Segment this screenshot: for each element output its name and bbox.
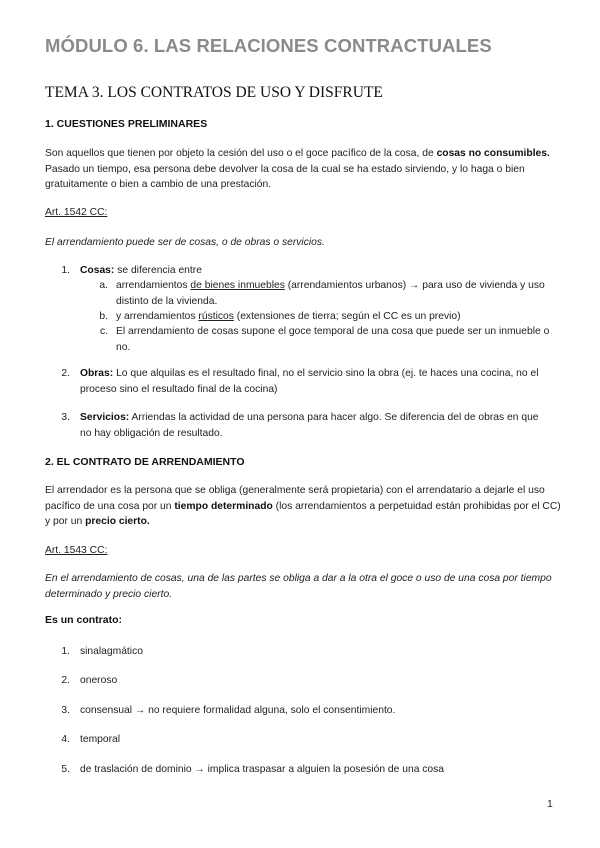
sub-item-underlined: rústicos <box>198 311 234 322</box>
sub-item-text: (arrendamientos urbanos) → para uso de vivienda y uso distinto de la vivienda. <box>116 280 545 307</box>
section1-paragraph <box>45 146 565 193</box>
sub-item-letter: a. <box>99 280 108 291</box>
sub-item-text: y arrendamientos <box>116 311 199 322</box>
list-item-obras <box>80 366 550 397</box>
list-item-number: 1. <box>61 265 70 276</box>
section2-paragraph-text: El arrendador es la persona que se obliga (generalmente será propietaria) con el arrendatario a dejarle el uso pacífico de una cosa por un <box>45 485 545 512</box>
list-item-label: Servicios: <box>80 412 130 423</box>
section1-paragraph-text-c: Pasado un tiempo, esa persona debe devolver la cosa de la cual se ha estado sirviendo, y lo haga o bien gratuitamente o bien a cambio de una prestación. <box>45 163 525 191</box>
list-item-number: 2. <box>61 368 70 379</box>
module-title: MÓDULO 6. LAS RELACIONES CONTRACTUALES <box>45 35 492 56</box>
article-1543-ref: Art. 1543 CC: <box>45 545 108 556</box>
sub-item-rusticos <box>116 309 556 325</box>
section2-paragraph-text: (los arrendamientos a perpetuidad están prohibidas por el CC) y por un <box>45 500 561 528</box>
list-item-text: Lo que alquilas es el resultado final, no el servicio sino la obra (ej. te haces una cocina, no el proceso sino el resultado final de la cocina) <box>80 368 539 395</box>
sub-item-letter: c. <box>99 326 108 337</box>
list-item-traslacion: de traslación de dominio → implica traspasar a alguien la posesión de una cosa <box>80 764 445 775</box>
section1-paragraph-text-a: Son aquellos que tienen por objeto la cesión del uso o el goce pacífico de la cosa, de <box>45 148 437 159</box>
list-item-label: Cosas: <box>80 265 115 276</box>
list-item-number: 5. <box>61 764 70 775</box>
list-item-temporal: temporal <box>80 734 121 745</box>
list-item-consensual: consensual → no requiere formalidad alguna, solo el consentimiento. <box>80 705 396 716</box>
list-item-text: Arriendas la actividad de una persona para hacer algo. Se diferencia del de obras en que no hay obligación de resultado. <box>80 412 539 439</box>
sub-item-underlined: de bienes inmuebles <box>190 280 285 291</box>
list-item-sinalagmatico: sinalagmático <box>80 646 143 657</box>
page-number: 1 <box>547 798 553 810</box>
list-item-text: se diferencia entre <box>114 265 202 276</box>
list-item-oneroso: oneroso <box>80 675 118 686</box>
sub-item-goce-temporal: El arrendamiento de cosas supone el goce temporal de una cosa que puede ser un inmueble o no. <box>116 326 550 353</box>
section1-paragraph-bold: cosas no consumibles. <box>436 148 550 159</box>
section2-paragraph <box>45 483 565 530</box>
list-item-cosas <box>80 263 550 279</box>
contract-label: Es un contrato: <box>45 614 123 626</box>
article-1542-quote: El arrendamiento puede ser de cosas, o de obras o servicios. <box>45 237 325 248</box>
list-item-number: 3. <box>61 412 70 423</box>
list-item-number: 1. <box>61 646 70 657</box>
list-item-number: 4. <box>61 734 70 745</box>
list-item-servicios <box>80 410 550 441</box>
list-item-label: Obras: <box>80 368 114 379</box>
section2-heading: 2. EL CONTRATO DE ARRENDAMIENTO <box>45 456 245 468</box>
section1-heading: 1. CUESTIONES PRELIMINARES <box>45 118 208 130</box>
sub-item-inmuebles <box>116 278 556 309</box>
sub-item-letter: b. <box>99 311 108 322</box>
tema-title: TEMA 3. LOS CONTRATOS DE USO Y DISFRUTE <box>45 84 383 101</box>
list-item-number: 3. <box>61 705 70 716</box>
article-1542-ref: Art. 1542 CC: <box>45 207 108 218</box>
article-1543-quote: En el arrendamiento de cosas, una de las partes se obliga a dar a la otra el goce o uso de una cosa por tiempo determinado y precio cierto. <box>45 573 552 600</box>
section2-paragraph-bold: tiempo determinado <box>174 500 273 512</box>
sub-item-text: (extensiones de tierra; según el CC es un previo) <box>233 311 461 322</box>
section2-paragraph-bold: precio cierto. <box>85 516 150 528</box>
sub-item-text: arrendamientos <box>116 280 191 291</box>
list-item-number: 2. <box>61 675 70 686</box>
